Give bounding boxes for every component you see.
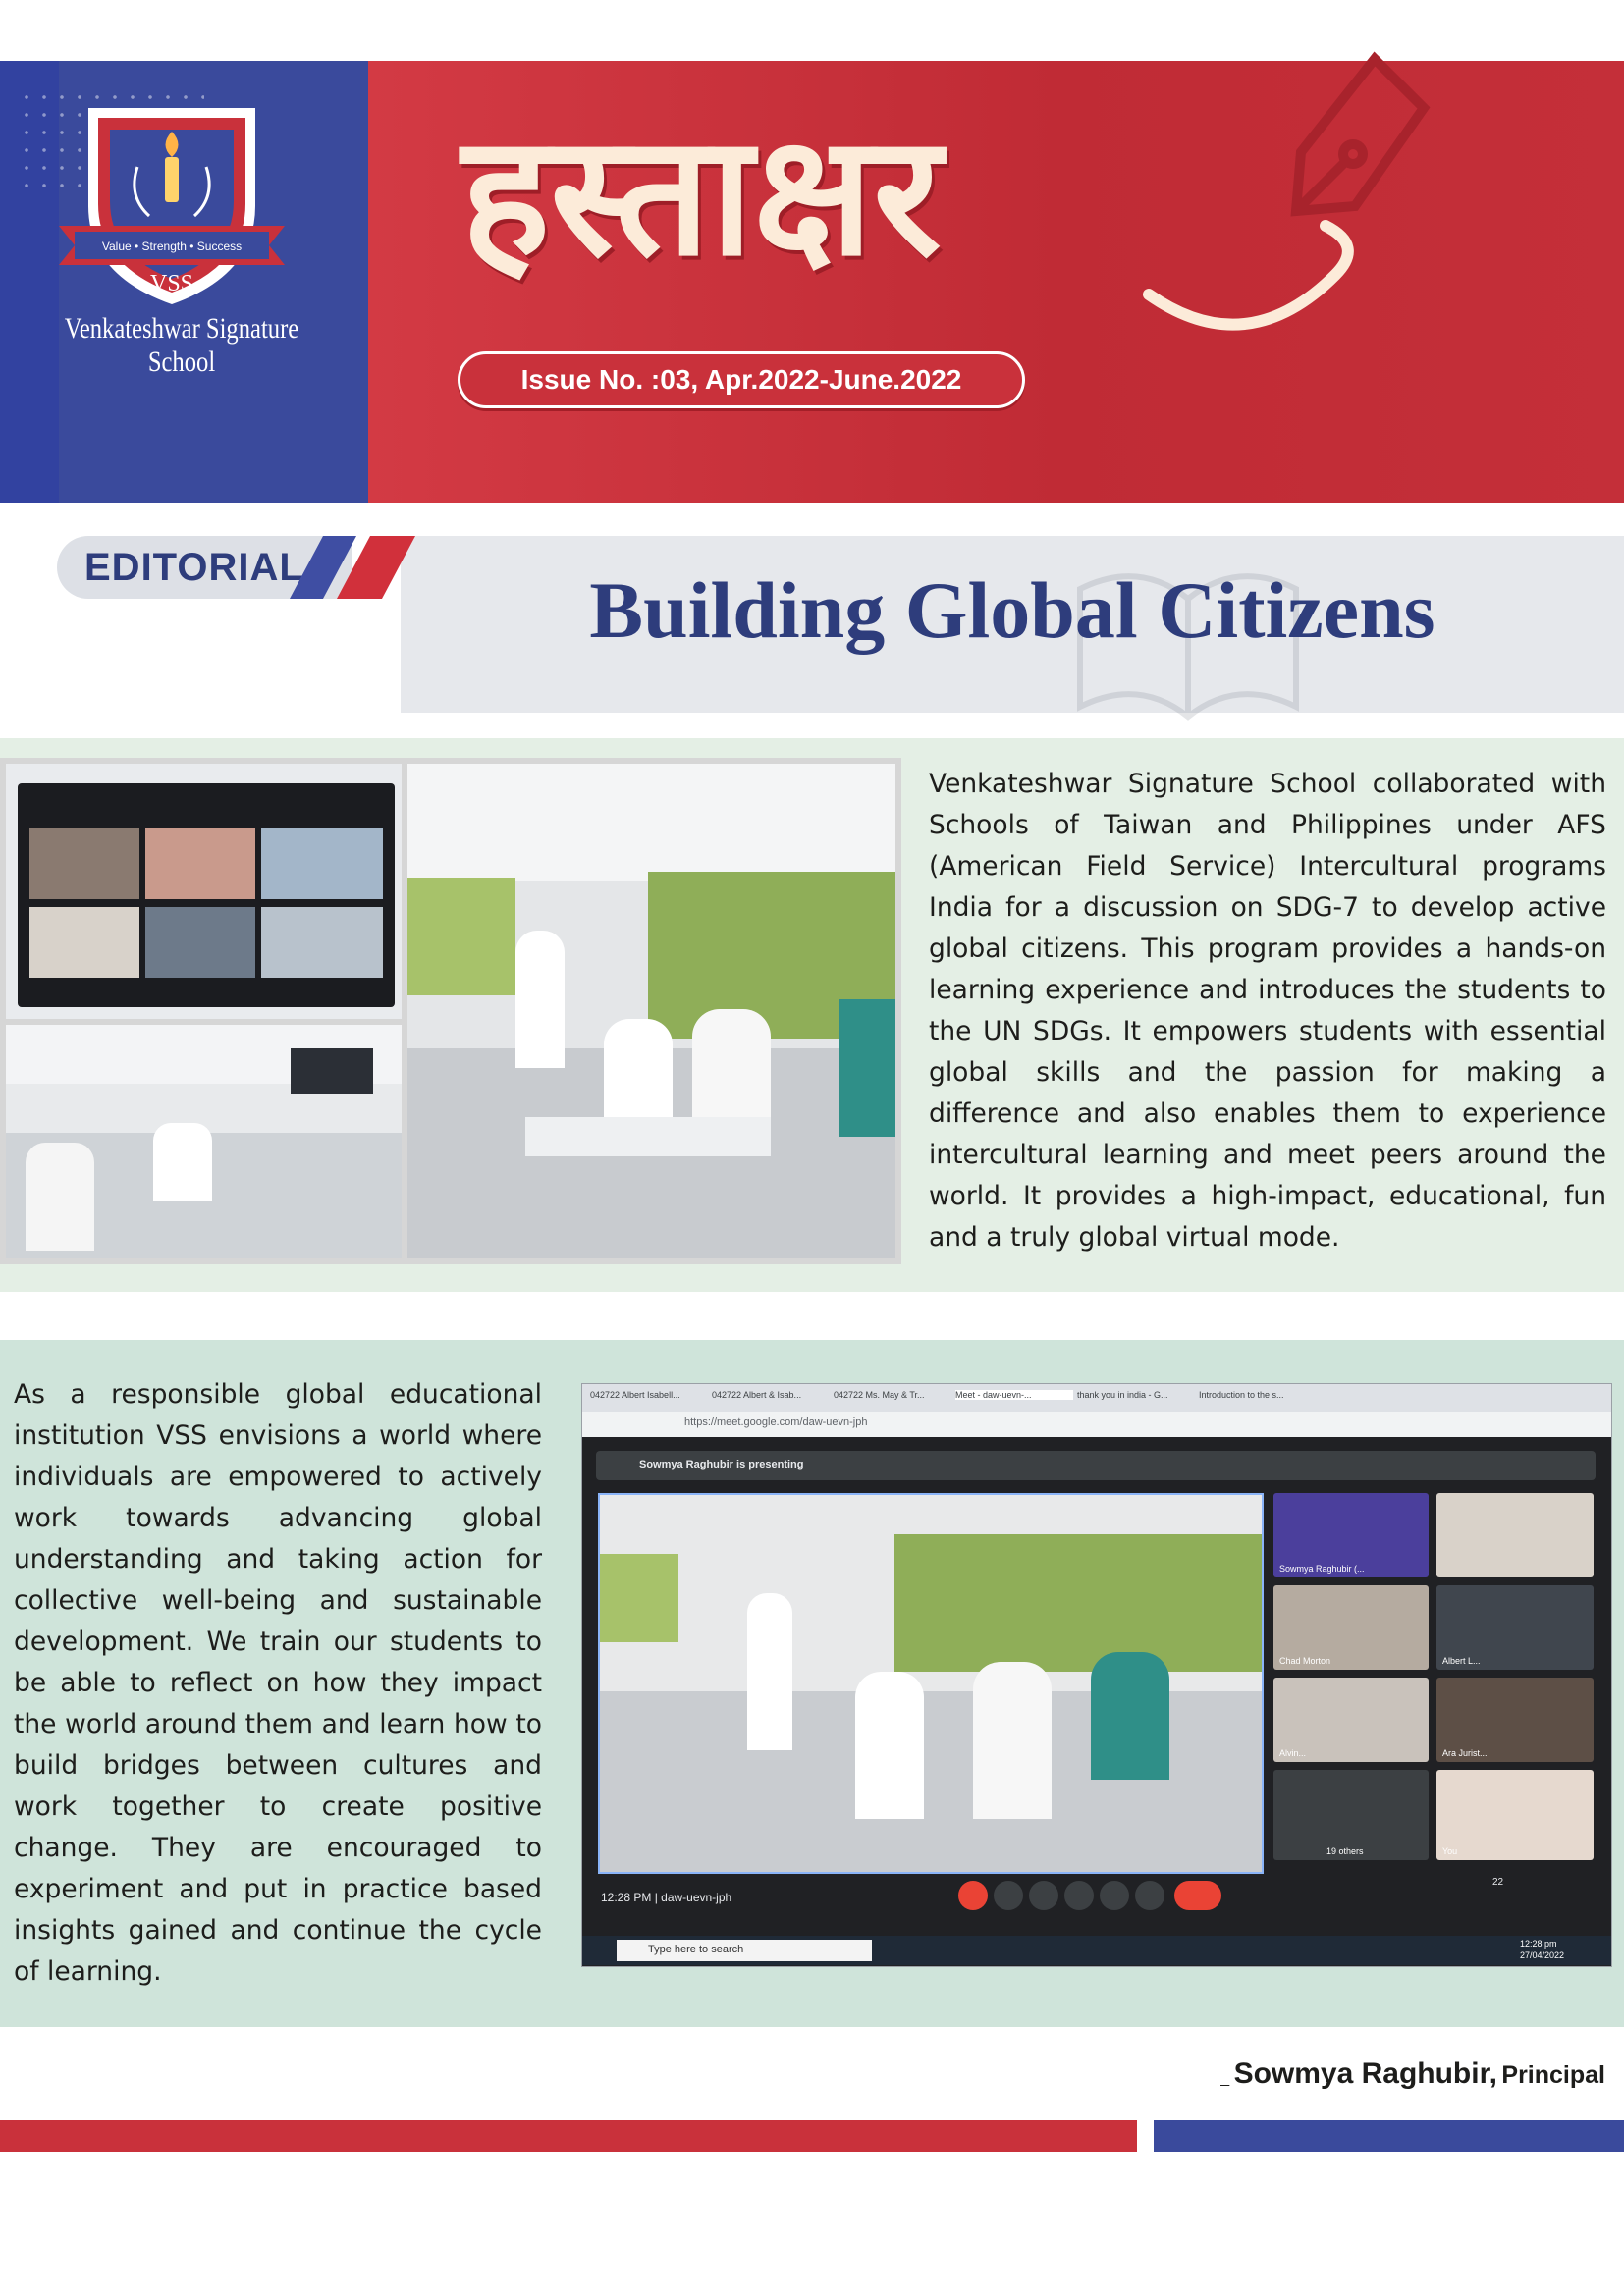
browser-tab: 042722 Albert Isabell... [590, 1390, 680, 1400]
captions-icon[interactable] [1029, 1881, 1058, 1910]
browser-tab: Introduction to the s... [1199, 1390, 1284, 1400]
camera-icon[interactable] [994, 1881, 1023, 1910]
svg-text:Value • Strength • Success: Value • Strength • Success [101, 240, 243, 253]
participant-tile: Ara Jurist... [1436, 1678, 1594, 1762]
svg-text:VSS: VSS [149, 271, 194, 296]
meeting-time-code: 12:28 PM | daw-uevn-jph [601, 1891, 732, 1904]
present-icon[interactable] [1100, 1881, 1129, 1910]
classroom-hands-photo [6, 1025, 402, 1258]
presenting-text: Sowmya Raghubir is presenting [639, 1459, 804, 1470]
author-name: Sowmya Raghubir, [1233, 2057, 1497, 2090]
section-label: EDITORIAL [84, 546, 304, 589]
classroom-discussion-photo [407, 764, 895, 1258]
issue-badge: Issue No. :03, Apr.2022-June.2022 [458, 351, 1025, 408]
participant-tile: Chad Morton [1273, 1585, 1429, 1670]
participant-count: 22 [1492, 1877, 1504, 1888]
taskbar-search-placeholder: Type here to search [648, 1944, 744, 1955]
browser-tab-strip [582, 1384, 1611, 1412]
school-name: Venkateshwar Signature School [64, 312, 299, 378]
participant-tile [1436, 1493, 1594, 1577]
browser-tab: thank you in india - G... [1077, 1390, 1168, 1400]
video-meeting-screenshot [581, 1383, 1612, 1967]
article-paragraph-1: Venkateshwar Signature School collaborated with Schools of Taiwan and Philippines under AFS (American Field Service) Intercultural programs India for a discussion on SDG-7 to develop active global citizens. This program provides a hands-on learning experience and introduces the students to the UN SDGs. It empowers students with essential global skills and the passion for making a difference and also enables them to experience intercultural learning and meet peers around the world. It provides a high-impact, educational, fun and a truly global virtual mode. [929, 769, 1606, 1253]
taskbar-clock: 12:28 pm 27/04/2022 [1520, 1939, 1565, 1960]
torch-icon [165, 132, 179, 202]
participant-tile: Albert L... [1436, 1585, 1594, 1670]
fountain-pen-icon [1129, 39, 1453, 353]
article-paragraph-2: As a responsible global educational institution VSS envisions a world where individuals are empowered to actively work towards advancing global understanding and taking action for collective well-being and sustainable development. We train our students to be able to reflect on how they impact the world around them and learn how to build bridges between cultures and work together to create positive change. They are encouraged to experiment and put in practice based insights gained and continue the cycle of learning. [14, 1379, 542, 1987]
video-call-tv-photo [6, 764, 402, 1019]
main-video-feed [598, 1493, 1264, 1874]
footer-bar-red [0, 2120, 1137, 2152]
participant-tile: You [1436, 1770, 1594, 1860]
photo-collage [0, 758, 901, 1264]
school-crest-logo [59, 88, 285, 314]
participant-tile: Sowmya Raghubir (... [1273, 1493, 1429, 1577]
footer-bar-blue [1154, 2120, 1624, 2152]
participant-tile: Alvin... [1273, 1678, 1429, 1762]
browser-tab: 042722 Ms. May & Tr... [834, 1390, 925, 1400]
end-call-icon[interactable] [1174, 1881, 1221, 1910]
browser-tab: 042722 Albert & Isab... [712, 1390, 802, 1400]
newsletter-title: हस्ताक्षर [461, 99, 942, 294]
article-title: Building Global Citizens [589, 565, 1435, 655]
mic-off-icon[interactable] [958, 1881, 988, 1910]
editorial-signature: _ Sowmya Raghubir, Principal [1220, 2057, 1605, 2090]
author-role: Principal [1501, 2061, 1605, 2089]
raise-hand-icon[interactable] [1064, 1881, 1094, 1910]
more-options-icon[interactable] [1135, 1881, 1164, 1910]
participant-tile: 19 others [1273, 1770, 1429, 1860]
browser-tab: Meet - daw-uevn-... [955, 1390, 1073, 1400]
url-text: https://meet.google.com/daw-uevn-jph [684, 1416, 868, 1428]
